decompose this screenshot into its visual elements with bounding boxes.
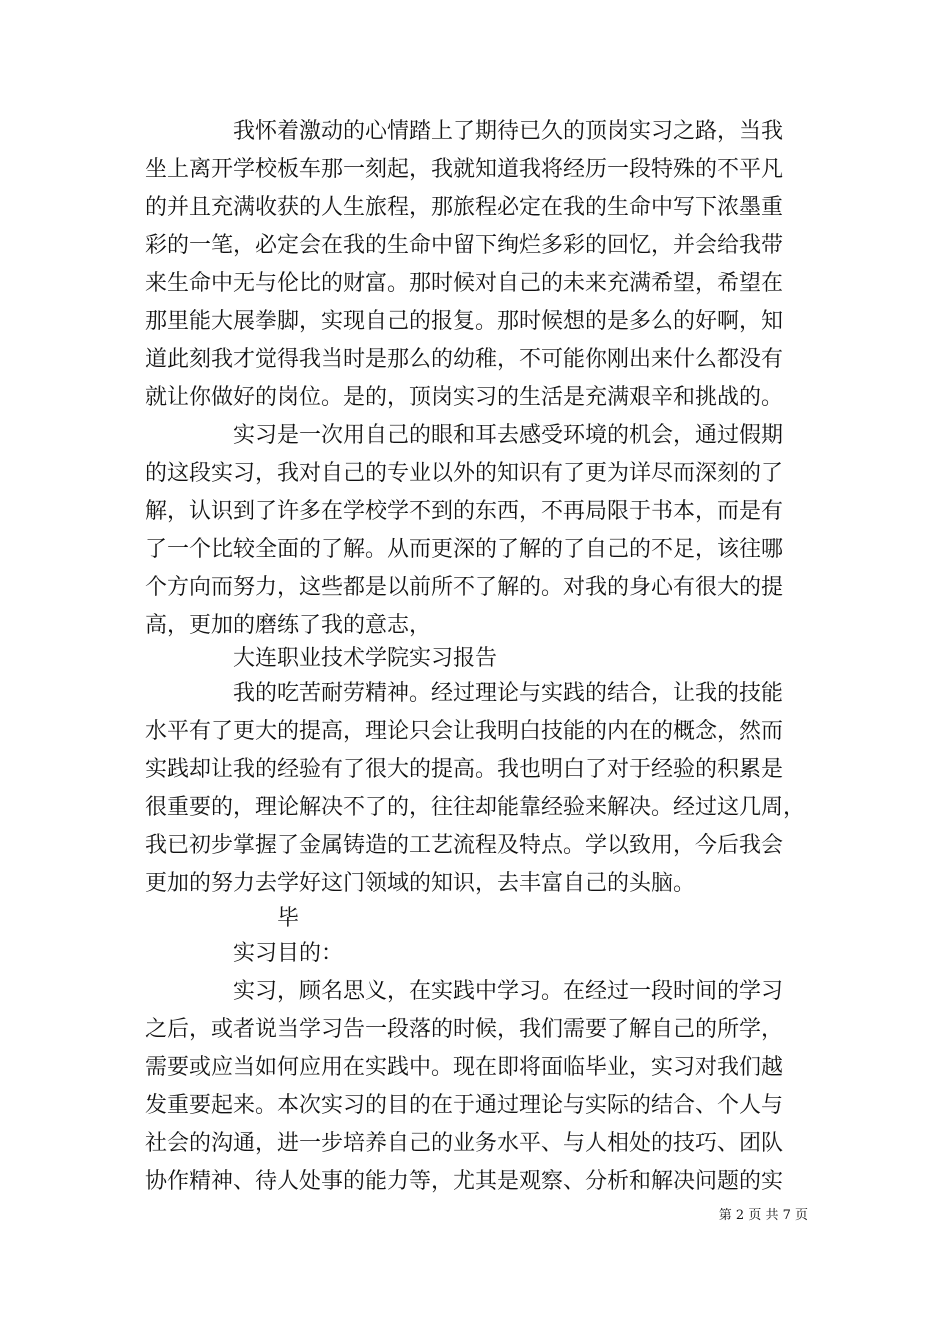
- section-heading: 实习目的：: [145, 941, 344, 966]
- text-line: 了一个比较全面的了解。从而更深的了解的了自己的不足，该往哪: [145, 537, 784, 562]
- text-line: 我已初步掌握了金属铸造的工艺流程及特点。学以致用，今后我会: [145, 833, 784, 858]
- text-line: 我怀着激动的心情踏上了期待已久的顶岗实习之路，当我: [145, 119, 784, 144]
- text-line: 的并且充满收获的人生旅程，那旅程必定在我的生命中写下浓墨重: [145, 195, 784, 220]
- text-line: 那里能大展拳脚，实现自己的报复。那时候想的是多么的好啊，知: [145, 309, 784, 334]
- text-line: 坐上离开学校板车那一刻起，我就知道我将经历一段特殊的不平凡: [145, 157, 784, 182]
- text-line: 实习，顾名思义，在实践中学习。在经过一段时间的学习: [145, 979, 784, 1004]
- section-heading: 大连职业技术学院实习报告: [145, 646, 498, 671]
- text-line: 实践却让我的经验有了很大的提高。我也明白了对于经验的积累是: [145, 757, 784, 782]
- text-line: 更加的努力去学好这门领域的知识，去丰富自己的头脑。: [145, 871, 696, 896]
- text-line: 个方向而努力，这些都是以前所不了解的。对我的身心有很大的提: [145, 575, 784, 600]
- text-line: 协作精神、待人处事的能力等，尤其是观察、分析和解决问题的实: [145, 1169, 784, 1194]
- text-line: 解，认识到了许多在学校学不到的东西，不再局限于书本，而是有: [145, 499, 784, 524]
- text-line: 的这段实习，我对自己的专业以外的知识有了更为详尽而深刻的了: [145, 461, 784, 486]
- text-line: 就让你做好的岗位。是的，顶岗实习的生活是充满艰辛和挑战的。: [145, 385, 784, 410]
- text-line: 水平有了更大的提高，理论只会让我明白技能的内在的概念，然而: [145, 719, 784, 744]
- text-line: 之后，或者说当学习告一段落的时候，我们需要了解自己的所学，: [145, 1017, 784, 1042]
- text-line: 很重要的，理论解决不了的，往往却能靠经验来解决。经过这几周，: [145, 795, 806, 820]
- text-line: 我的吃苦耐劳精神。经过理论与实践的结合，让我的技能: [145, 681, 784, 706]
- text-line: 发重要起来。本次实习的目的在于通过理论与实际的结合、个人与: [145, 1093, 784, 1118]
- text-line: 来生命中无与伦比的财富。那时候对自己的未来充满希望，希望在: [145, 271, 784, 296]
- page-number: 第 2 页 共 7 页: [718, 1208, 808, 1223]
- text-line: 社会的沟通，进一步培养自己的业务水平、与人相处的技巧、团队: [145, 1131, 784, 1156]
- text-line: 实习是一次用自己的眼和耳去感受环境的机会，通过假期: [145, 423, 784, 448]
- text-line: 道此刻我才觉得我当时是那么的幼稚，不可能你刚出来什么都没有: [145, 347, 784, 372]
- text-line: 需要或应当如何应用在实践中。现在即将面临毕业，实习对我们越: [145, 1055, 784, 1080]
- text-line: 彩的一笔，必定会在我的生命中留下绚烂多彩的回忆，并会给我带: [145, 233, 784, 258]
- text-line: 毕: [145, 906, 300, 931]
- text-line: 高，更加的磨练了我的意志，: [145, 613, 432, 638]
